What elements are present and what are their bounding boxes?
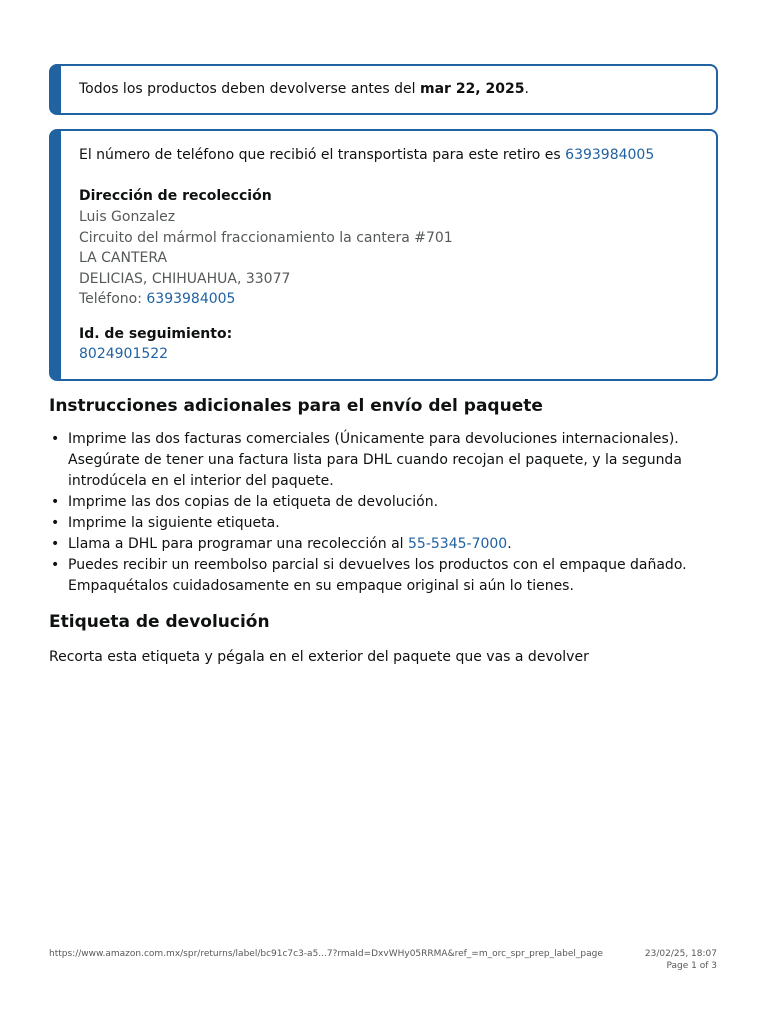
tracking-heading: Id. de seguimiento: [79, 326, 233, 342]
footer-timestamp: 23/02/25, 18:07 [644, 949, 717, 959]
list-item-line: • Puedes recibir un reembolso parcial si devuelves los productos con el empaque dañado. [68, 557, 687, 573]
instructions-heading: Instrucciones adicionales para el envío del paquete [49, 396, 543, 416]
deadline-suffix: . [524, 81, 529, 97]
address-neighborhood: LA CANTERA [79, 250, 168, 266]
list-item-line: Asegúrate de tener una factura lista para DHL cuando recojan el paquete, y la segunda [68, 452, 682, 468]
dhl-phone-link[interactable]: 55-5345-7000 [408, 536, 508, 552]
return-label-description: Recorta esta etiqueta y pégala en el exterior del paquete que vas a devolver [49, 649, 589, 665]
address-phone-label: Teléfono: [79, 291, 147, 307]
tracking-id-link[interactable]: 8024901522 [79, 346, 169, 362]
footer-page-number: Page 1 of 3 [666, 961, 717, 971]
return-deadline-text [79, 79, 702, 99]
list-item-line: • Imprime las dos facturas comerciales (Únicamente para devoluciones internacionales). [68, 431, 679, 447]
instructions-list [49, 429, 729, 597]
list-item-line: introdúcela en el interior del paquete. [68, 473, 334, 489]
return-label-heading: Etiqueta de devolución [49, 612, 270, 632]
address-name: Luis Gonzalez [79, 209, 176, 225]
address-phone-line [79, 289, 702, 309]
list-item: • Imprime las dos copias de la etiqueta de devolución. [49, 492, 729, 513]
list-item [49, 555, 729, 597]
list-item [49, 534, 729, 555]
address-city: DELICIAS, CHIHUAHUA, 33077 [79, 271, 291, 287]
deadline-prefix: Todos los productos deben devolverse antes del [79, 81, 421, 97]
list-item [49, 429, 729, 492]
list-item-text: Llama a DHL para programar una recolección al [68, 536, 409, 552]
address-phone-link[interactable]: 6393984005 [146, 291, 236, 307]
list-item-suffix: . [507, 536, 512, 552]
carrier-phone-text: El número de teléfono que recibió el transportista para este retiro es [79, 147, 566, 163]
list-item-line: Empaquétalos cuidadosamente en su empaque original si aún lo tienes. [68, 578, 574, 594]
footer-url: https://www.amazon.com.mx/spr/returns/label/bc91c7c3-a5...7?rmaId=DxvWHy05RRMA&ref_=m_orc_spr_prep_label_page [49, 949, 603, 959]
deadline-date: mar 22, 2025 [420, 81, 525, 97]
address-heading: Dirección de recolección [79, 188, 272, 204]
pickup-info-alert [49, 129, 718, 381]
carrier-phone-link[interactable]: 6393984005 [565, 147, 655, 163]
address-street: Circuito del mármol fraccionamiento la cantera #701 [79, 230, 453, 246]
return-deadline-alert [49, 64, 718, 115]
carrier-phone-line [79, 145, 702, 165]
list-item: • Imprime la siguiente etiqueta. [49, 513, 729, 534]
